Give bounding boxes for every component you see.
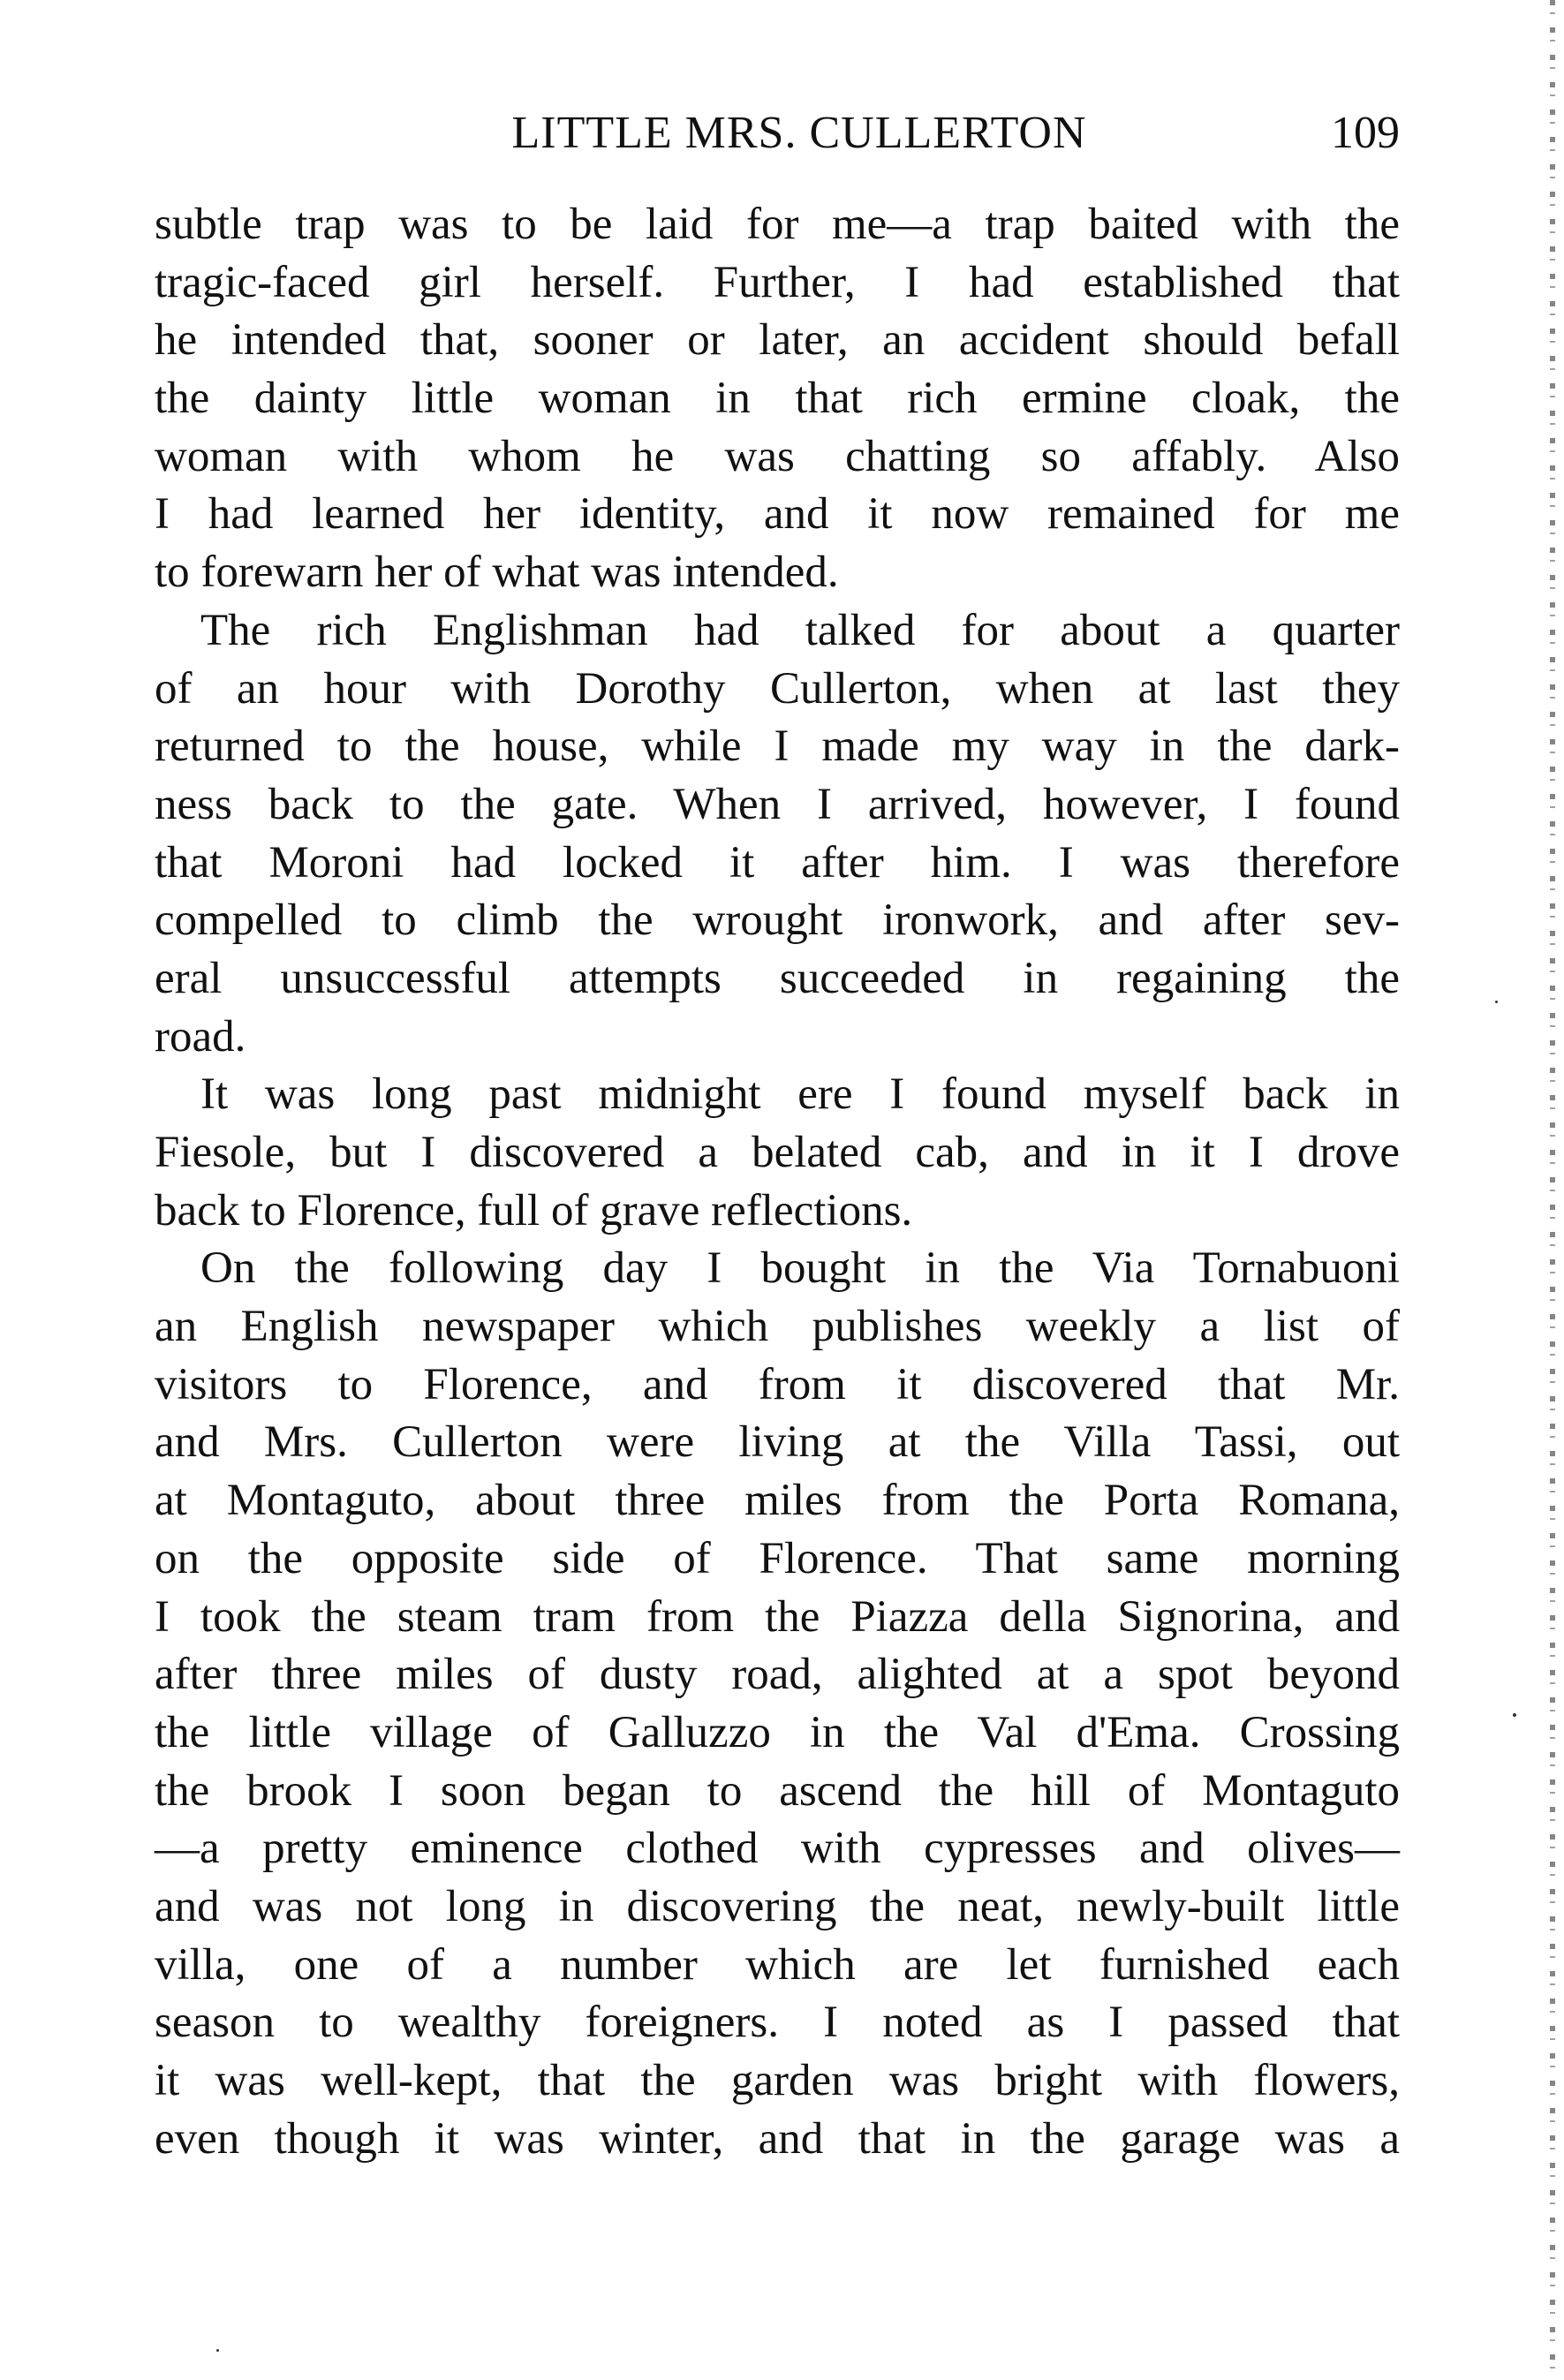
text-line: to forewarn her of what was intended. <box>155 548 839 598</box>
running-head <box>155 104 1400 162</box>
text-line: Fiesole, but I discovered a belated cab, and in it I drove <box>155 1128 1400 1177</box>
text-line: returned to the house, while I made my way in the dark- <box>155 722 1400 772</box>
text-line: villa, one of a number which are let furnished each <box>155 1939 1400 1990</box>
paragraph <box>155 196 1400 602</box>
text-line: I had learned her identity, and it now remained for me <box>155 489 1400 540</box>
scan-speck <box>216 2349 219 2352</box>
text-line: and was not long in discovering the neat, newly-built little <box>155 1881 1400 1931</box>
text-line: and Mrs. Cullerton were living at the Villa Tassi, out <box>155 1417 1400 1468</box>
text-line: compelled to climb the wrought ironwork, and after sev- <box>155 895 1400 946</box>
text-line: of an hour with Dorothy Cullerton, when at last they <box>155 663 1400 714</box>
text-line: —a pretty eminence clothed with cypresses and olives— <box>155 1824 1400 1874</box>
body-text <box>155 196 1400 2168</box>
text-line: back to Florence, full of grave reflections. <box>155 1185 913 1235</box>
text-line: an English newspaper which publishes weekly a list of <box>155 1302 1400 1352</box>
text-line: he intended that, sooner or later, an accident should befall <box>155 315 1400 366</box>
paragraph <box>155 602 1400 1067</box>
text-line: it was well-kept, that the garden was bright with flowers, <box>155 2056 1400 2105</box>
scan-speck <box>1495 1001 1498 1003</box>
page-number: 109 <box>1331 108 1400 158</box>
text-line: season to wealthy foreigners. I noted as I passed that <box>155 1998 1400 2048</box>
text-line: even though it was winter, and that in the garage was a <box>155 2113 1400 2164</box>
text-line: woman with whom he was chatting so affably. Also <box>155 431 1400 481</box>
text-line: It was long past midnight ere I found myself back in <box>200 1069 1400 1120</box>
text-line: the dainty little woman in that rich ermine cloak, the <box>155 374 1400 424</box>
text-line: on the opposite side of Florence. That same morning <box>155 1533 1400 1583</box>
text-line: road. <box>155 1011 246 1062</box>
page-edge-scan-artifact <box>1550 0 1555 2380</box>
text-line: The rich Englishman had talked for about a quarter <box>200 605 1400 655</box>
paragraph <box>155 1240 1400 2168</box>
text-line: visitors to Florence, and from it discovered that Mr. <box>155 1359 1400 1409</box>
text-line: On the following day I bought in the Via Tornabuoni <box>200 1243 1400 1294</box>
text-line: the brook I soon began to ascend the hill of Montaguto <box>155 1765 1400 1816</box>
text-line: subtle trap was to be laid for me—a trap baited with the <box>155 200 1400 249</box>
scan-speck <box>1513 1713 1516 1717</box>
text-line: the little village of Galluzzo in the Val d'Ema. Crossing <box>155 1707 1400 1757</box>
text-line: I took the steam tram from the Piazza della Signorina, and <box>155 1591 1400 1642</box>
paragraph <box>155 1066 1400 1240</box>
text-line: at Montaguto, about three miles from the Porta Romana, <box>155 1476 1400 1526</box>
text-line: after three miles of dusty road, alighted at a spot beyond <box>155 1650 1400 1700</box>
text-line: tragic-faced girl herself. Further, I had established that <box>155 257 1400 307</box>
text-line: that Moroni had locked it after him. I was therefore <box>155 837 1400 888</box>
text-line: eral unsuccessful attempts succeeded in regaining the <box>155 953 1400 1003</box>
text-line: ness back to the gate. When I arrived, however, I found <box>155 779 1400 829</box>
running-title: LITTLE MRS. CULLERTON <box>511 108 1087 158</box>
